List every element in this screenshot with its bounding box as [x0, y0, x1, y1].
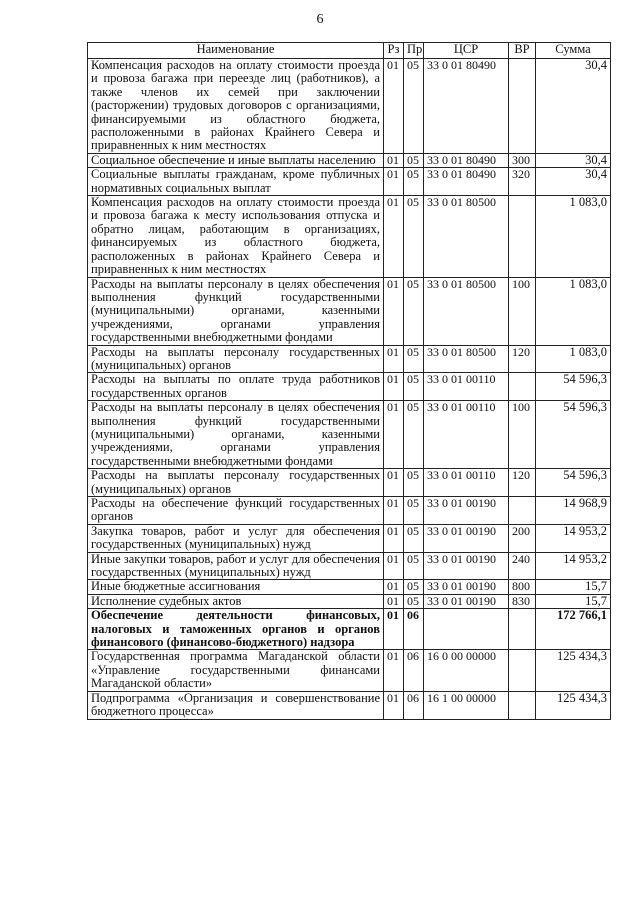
row-pr: 05	[404, 345, 424, 373]
row-name: Социальные выплаты гражданам, кроме публичных нормативных социальных выплат	[88, 168, 384, 196]
row-vr	[509, 196, 536, 277]
row-sum: 30,4	[536, 153, 611, 167]
row-rz: 01	[384, 59, 404, 154]
table-row-section	[88, 609, 611, 650]
budget-table	[87, 42, 611, 720]
row-vr: 120	[509, 469, 536, 497]
row-sum: 54 596,3	[536, 469, 611, 497]
table-row	[88, 552, 611, 580]
table-row	[88, 196, 611, 277]
table-row	[88, 168, 611, 196]
row-pr: 05	[404, 401, 424, 469]
row-name: Расходы на выплаты персоналу государственных (муниципальных) органов	[88, 345, 384, 373]
row-pr: 05	[404, 59, 424, 154]
table-row	[88, 594, 611, 608]
row-pr: 05	[404, 196, 424, 277]
row-sum: 125 434,3	[536, 691, 611, 719]
row-csr: 33 0 01 00190	[424, 497, 509, 525]
row-vr: 100	[509, 401, 536, 469]
header-sum: Сумма	[536, 43, 611, 59]
row-csr: 33 0 01 80500	[424, 277, 509, 345]
row-sum: 14 968,9	[536, 497, 611, 525]
table-row	[88, 524, 611, 552]
row-vr	[509, 373, 536, 401]
row-rz: 01	[384, 153, 404, 167]
row-sum: 1 083,0	[536, 277, 611, 345]
row-name: Исполнение судебных актов	[88, 594, 384, 608]
row-vr: 300	[509, 153, 536, 167]
row-pr: 06	[404, 609, 424, 650]
row-rz: 01	[384, 345, 404, 373]
row-vr: 320	[509, 168, 536, 196]
row-name: Социальное обеспечение и иные выплаты населению	[88, 153, 384, 167]
table-row	[88, 691, 611, 719]
row-sum: 125 434,3	[536, 650, 611, 691]
row-rz: 01	[384, 609, 404, 650]
row-sum: 54 596,3	[536, 373, 611, 401]
table-row	[88, 153, 611, 167]
row-rz: 01	[384, 373, 404, 401]
row-vr	[509, 497, 536, 525]
row-pr: 06	[404, 691, 424, 719]
row-rz: 01	[384, 580, 404, 594]
row-csr: 33 0 01 00190	[424, 594, 509, 608]
table-row	[88, 373, 611, 401]
table-row	[88, 345, 611, 373]
row-pr: 05	[404, 168, 424, 196]
row-pr: 05	[404, 153, 424, 167]
row-rz: 01	[384, 401, 404, 469]
row-vr: 240	[509, 552, 536, 580]
row-name: Компенсация расходов на оплату стоимости проезда и провоза багажа при переезде лиц (работников), а также членов их семей при заключении (расторжении) трудовых договоров с организациями, финансируемыми из областного бюджета, расположенными в районах Крайнего Севера и приравненных к ним местностях	[88, 59, 384, 154]
row-sum: 1 083,0	[536, 345, 611, 373]
row-sum: 30,4	[536, 168, 611, 196]
row-csr: 33 0 01 80490	[424, 59, 509, 154]
row-pr: 06	[404, 650, 424, 691]
row-csr: 33 0 01 00190	[424, 580, 509, 594]
row-vr	[509, 609, 536, 650]
row-name: Закупка товаров, работ и услуг для обеспечения государственных (муниципальных) нужд	[88, 524, 384, 552]
row-vr	[509, 691, 536, 719]
row-sum: 15,7	[536, 594, 611, 608]
table-row	[88, 580, 611, 594]
row-pr: 05	[404, 580, 424, 594]
row-sum: 14 953,2	[536, 524, 611, 552]
header-rz: Рз	[384, 43, 404, 59]
row-csr: 16 1 00 00000	[424, 691, 509, 719]
row-pr: 05	[404, 497, 424, 525]
row-pr: 05	[404, 277, 424, 345]
row-rz: 01	[384, 277, 404, 345]
row-vr: 800	[509, 580, 536, 594]
row-csr: 33 0 01 00190	[424, 524, 509, 552]
row-vr: 100	[509, 277, 536, 345]
table-row	[88, 497, 611, 525]
table-row	[88, 650, 611, 691]
row-pr: 05	[404, 594, 424, 608]
row-csr: 33 0 01 80490	[424, 153, 509, 167]
table-header-row	[88, 43, 611, 59]
row-rz: 01	[384, 650, 404, 691]
row-csr: 33 0 01 00110	[424, 469, 509, 497]
row-rz: 01	[384, 168, 404, 196]
row-rz: 01	[384, 552, 404, 580]
row-name: Расходы на выплаты персоналу в целях обеспечения выполнения функций государственными (муниципальными) органами, казенными учреждениями, органами управления государственными внебюджетными фондами	[88, 401, 384, 469]
row-csr: 33 0 01 80500	[424, 345, 509, 373]
table-row	[88, 277, 611, 345]
row-sum: 14 953,2	[536, 552, 611, 580]
row-sum: 30,4	[536, 59, 611, 154]
row-csr	[424, 609, 509, 650]
row-name: Расходы на выплаты персоналу государственных (муниципальных) органов	[88, 469, 384, 497]
header-vr: ВР	[509, 43, 536, 59]
row-vr: 120	[509, 345, 536, 373]
header-name: Наименование	[88, 43, 384, 59]
row-csr: 33 0 01 80490	[424, 168, 509, 196]
row-name: Иные бюджетные ассигнования	[88, 580, 384, 594]
row-csr: 16 0 00 00000	[424, 650, 509, 691]
row-rz: 01	[384, 469, 404, 497]
row-name: Иные закупки товаров, работ и услуг для обеспечения государственных (муниципальных) нужд	[88, 552, 384, 580]
header-csr: ЦСР	[424, 43, 509, 59]
row-name: Компенсация расходов на оплату стоимости проезда и провоза багажа к месту использования отпуска и обратно лицам, работающим в организациях, финансируемых из областного бюджета, расположенных в районах Крайнего Севера и приравненных к ним местностях	[88, 196, 384, 277]
row-rz: 01	[384, 524, 404, 552]
row-pr: 05	[404, 469, 424, 497]
row-csr: 33 0 01 00190	[424, 552, 509, 580]
row-rz: 01	[384, 594, 404, 608]
row-pr: 05	[404, 373, 424, 401]
row-vr: 200	[509, 524, 536, 552]
row-csr: 33 0 01 00110	[424, 373, 509, 401]
row-name: Государственная программа Магаданской области «Управление государственными финансами Магаданской области»	[88, 650, 384, 691]
row-sum: 15,7	[536, 580, 611, 594]
row-vr: 830	[509, 594, 536, 608]
row-sum: 54 596,3	[536, 401, 611, 469]
row-pr: 05	[404, 552, 424, 580]
row-sum: 1 083,0	[536, 196, 611, 277]
row-name: Обеспечение деятельности финансовых, налоговых и таможенных органов и органов финансового (финансово-бюджетного) надзора	[88, 609, 384, 650]
row-name: Подпрограмма «Организация и совершенствование бюджетного процесса»	[88, 691, 384, 719]
row-vr	[509, 59, 536, 154]
row-name: Расходы на выплаты по оплате труда работников государственных органов	[88, 373, 384, 401]
row-name: Расходы на обеспечение функций государственных органов	[88, 497, 384, 525]
row-sum: 172 766,1	[536, 609, 611, 650]
row-vr	[509, 650, 536, 691]
row-rz: 01	[384, 196, 404, 277]
row-rz: 01	[384, 497, 404, 525]
row-rz: 01	[384, 691, 404, 719]
header-pr: Пр	[404, 43, 424, 59]
table-row	[88, 469, 611, 497]
page-number: 6	[316, 12, 324, 27]
row-csr: 33 0 01 80500	[424, 196, 509, 277]
row-pr: 05	[404, 524, 424, 552]
row-csr: 33 0 01 00110	[424, 401, 509, 469]
table-row	[88, 59, 611, 154]
row-name: Расходы на выплаты персоналу в целях обеспечения выполнения функций государственными (муниципальными) органами, казенными учреждениями, органами управления государственными внебюджетными фондами	[88, 277, 384, 345]
table-row	[88, 401, 611, 469]
